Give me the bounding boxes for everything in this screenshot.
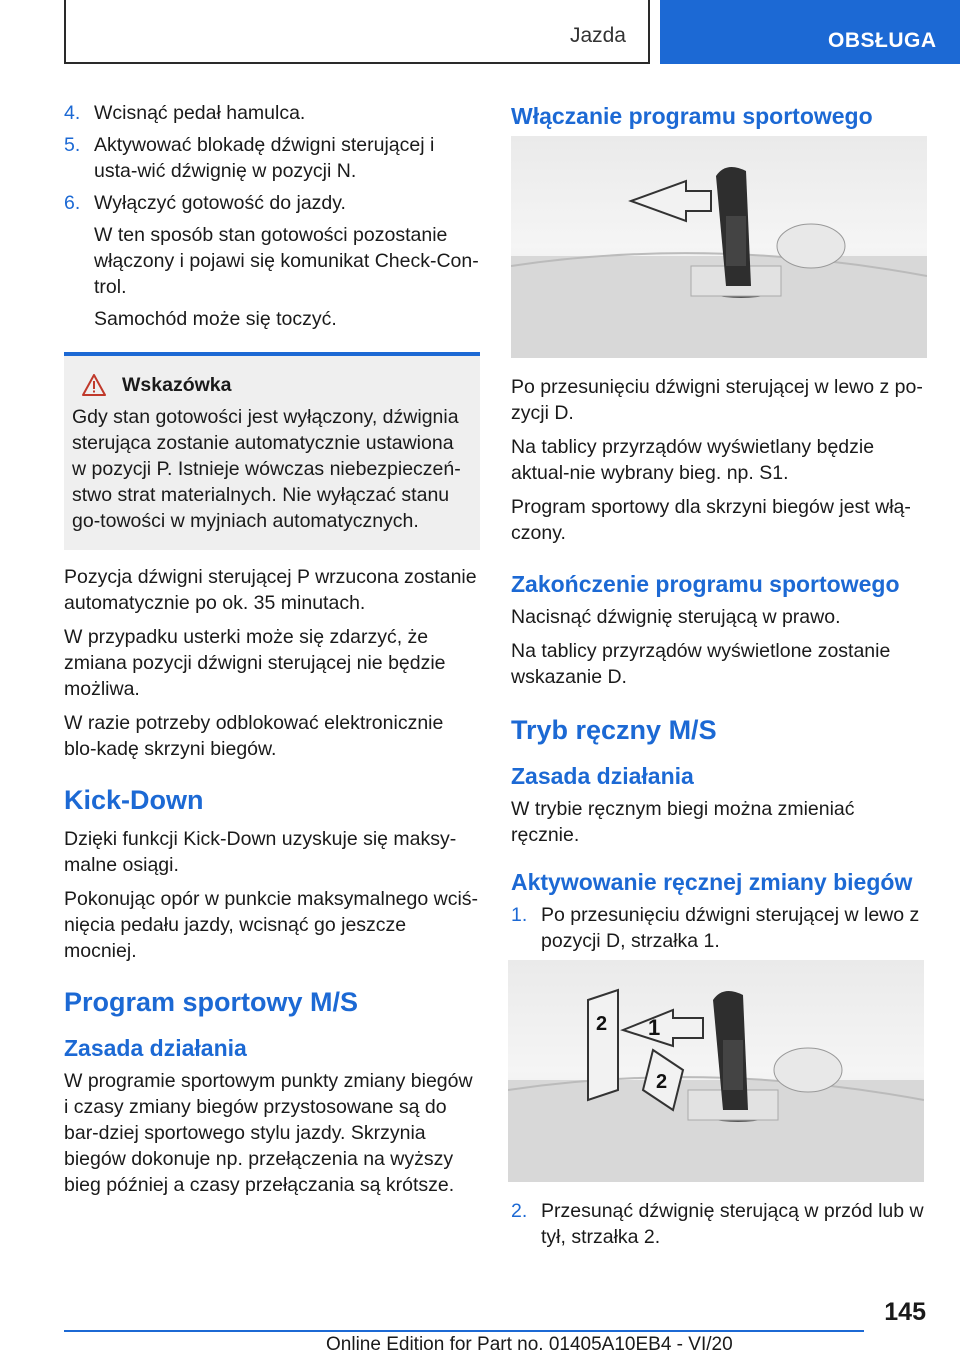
step-number: 1. [511, 904, 528, 926]
step-number: 4. [64, 102, 81, 124]
arrow-1-label: 1 [648, 1015, 661, 1040]
step-6-result: Samochód może się toczyć. [94, 308, 337, 330]
heading-sport-off: Zakończenie programu sportowego [511, 571, 900, 597]
note-text: Gdy stan gotowości jest wyłączony, dźwignia sterująca zostanie automatycznie ustawiona w pozycji P. Istnieje wówczas niebezpieczeń-stwo strat materialnych. Nie wyłączać stanu go-towości w myjniach automatycznych. [72, 406, 461, 532]
header-section-title: Jazda [569, 24, 626, 47]
note-header [72, 372, 472, 398]
note-title: Wskazówka [122, 374, 232, 396]
step-text: Wyłączyć gotowość do jazdy. [94, 192, 346, 214]
paragraph: Program sportowy dla skrzyni biegów jest włą-czony. [511, 496, 911, 544]
list-item [64, 100, 480, 126]
paragraph: Po przesunięciu dźwigni sterującej w lewo z po-zycji D. [511, 376, 923, 424]
heading-kick-down: Kick-Down [64, 785, 204, 815]
paragraph: Nacisnąć dźwignię sterującą w prawo. [511, 606, 841, 628]
left-column [64, 100, 480, 1206]
step-6-detail: W ten sposób stan gotowości pozostanie włączony i pojawi się komunikat Check-Con-trol. [94, 224, 479, 298]
arrow-2-label-down: 2 [656, 1071, 668, 1093]
paragraph: Pozycja dźwigni sterującej P wrzucona zostanie automatycznie po ok. 35 minutach. [64, 566, 477, 614]
step-text: Przesunąć dźwignię sterującą w przód lub w tył, strzałka 2. [541, 1200, 924, 1248]
heading-sport-program: Program sportowy M/S [64, 987, 359, 1017]
warning-triangle-icon [82, 374, 106, 396]
paragraph: Dzięki funkcji Kick-Down uzyskuje się maksy-malne osiągi. [64, 828, 457, 876]
heading-manual-activate: Aktywowanie ręcznej zmiany biegów [511, 869, 913, 895]
list-item [511, 1198, 927, 1250]
gear-lever-illustration [511, 136, 927, 358]
step-text: Wcisnąć pedał hamulca. [94, 102, 306, 124]
paragraph: Na tablicy przyrządów wyświetlany będzie aktual-nie wybrany bieg. np. S1. [511, 436, 875, 484]
gear-lever-photo-left [511, 136, 927, 358]
header-section-box [64, 0, 650, 64]
step-number: 5. [64, 134, 81, 156]
page-header [0, 0, 960, 66]
list-item [64, 190, 480, 216]
gear-lever-photo-manual [508, 960, 924, 1182]
page-number: 145 [884, 1298, 926, 1326]
heading-sport-on: Włączanie programu sportowego [511, 103, 873, 129]
list-item [64, 132, 480, 184]
step-number: 2. [511, 1200, 528, 1222]
paragraph: Na tablicy przyrządów wyświetlone zostanie wskazanie D. [511, 640, 891, 688]
heading-manual-principle: Zasada działania [511, 763, 694, 789]
paragraph: W przypadku usterki może się zdarzyć, że zmiana pozycji dźwigni sterującej nie będzie możliwa. [64, 626, 446, 700]
paragraph: Pokonując opór w punkcie maksymalnego wciś-nięcia pedału jazdy, wcisnąć go jeszcze mocniej. [64, 888, 479, 962]
footer-divider [64, 1330, 864, 1332]
gear-lever-arrows-illustration [508, 960, 924, 1182]
step-number: 6. [64, 192, 81, 214]
paragraph: W programie sportowym punkty zmiany biegów i czasy zmiany biegów przystosowane są do bar-dziej sportowego stylu jazdy. Skrzynia biegów dokonuje np. przełączenia na wyższy bieg później a czasy przełączania są krótsze. [64, 1070, 473, 1196]
paragraph: W trybie ręcznym biegi można zmieniać ręcznie. [511, 798, 855, 846]
arrow-2-label-up: 2 [596, 1013, 608, 1035]
header-chapter-tab[interactable]: OBSŁUGA [660, 0, 960, 64]
edition-note: Online Edition for Part no. 01405A10EB4 - VI/20 [326, 1334, 733, 1355]
paragraph: W razie potrzeby odblokować elektronicznie blo-kadę skrzyni biegów. [64, 712, 444, 760]
heading-principle: Zasada działania [64, 1035, 247, 1061]
warning-note [64, 352, 480, 550]
step-text: Aktywować blokadę dźwigni sterującej i usta-wić dźwignię w pozycji N. [94, 134, 435, 182]
heading-manual-mode: Tryb ręczny M/S [511, 715, 717, 745]
step-text: Po przesunięciu dźwigni sterującej w lewo z pozycji D, strzałka 1. [541, 904, 920, 952]
list-item [511, 902, 927, 954]
right-column [511, 100, 927, 1256]
